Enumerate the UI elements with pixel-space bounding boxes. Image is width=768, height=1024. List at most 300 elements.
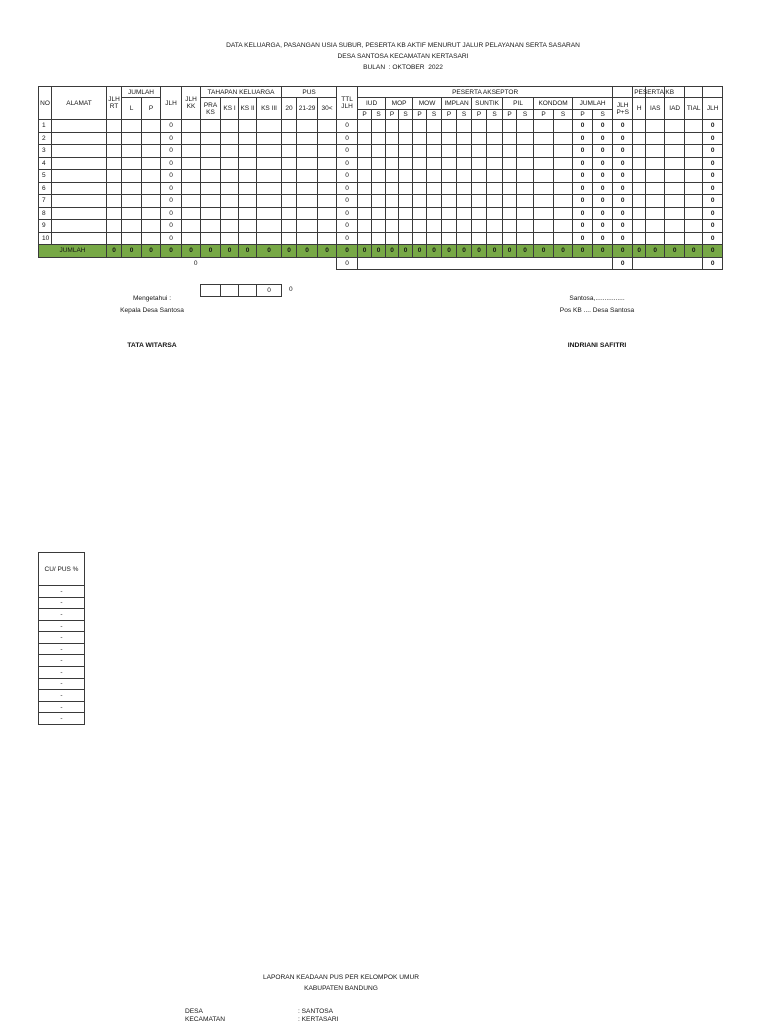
total-cell: 0 bbox=[503, 245, 517, 258]
col-header-s: S bbox=[487, 110, 503, 120]
table-cell bbox=[182, 157, 201, 170]
table-cell bbox=[107, 220, 122, 233]
table-cell bbox=[413, 220, 427, 233]
table-cell bbox=[633, 207, 646, 220]
col-header-s: S bbox=[554, 110, 573, 120]
table-cell bbox=[318, 157, 337, 170]
col-header-jlh-kk: JLH KK bbox=[182, 87, 201, 120]
cell-jlh-ps: 0 bbox=[613, 207, 633, 220]
col-header-iad: IAD bbox=[665, 98, 685, 120]
table-cell bbox=[386, 207, 399, 220]
cu-pus-body bbox=[39, 586, 85, 725]
table-cell bbox=[201, 120, 221, 133]
cell-jlh-total: 0 bbox=[703, 132, 723, 145]
table-cell bbox=[503, 182, 517, 195]
table-cell bbox=[297, 120, 318, 133]
col-header-p: P bbox=[358, 110, 372, 120]
box-cell bbox=[221, 285, 239, 297]
table-cell bbox=[427, 170, 442, 183]
field-value-kecamatan: : KERTASARI bbox=[298, 1016, 339, 1023]
table-cell bbox=[399, 182, 413, 195]
field-value-desa: : SANTOSA bbox=[298, 1008, 334, 1015]
table-cell bbox=[517, 157, 534, 170]
cu-pus-row bbox=[39, 586, 85, 598]
table-cell bbox=[487, 207, 503, 220]
total-cell: 0 bbox=[457, 245, 472, 258]
table-cell bbox=[646, 232, 665, 245]
table-cell bbox=[457, 120, 472, 133]
table-cell bbox=[457, 195, 472, 208]
cell-jlh-total: 0 bbox=[703, 157, 723, 170]
total-cell: 0 bbox=[554, 245, 573, 258]
table-cell bbox=[239, 182, 257, 195]
table-cell bbox=[318, 145, 337, 158]
table-cell bbox=[399, 170, 413, 183]
col-header-pus-30: 30< bbox=[318, 98, 337, 120]
total-cell: 0 bbox=[297, 245, 318, 258]
report2-title: LAPORAN KEADAAN PUS PER KELOMPOK UMUR bbox=[262, 974, 420, 981]
col-header-s: S bbox=[399, 110, 413, 120]
table-cell bbox=[534, 182, 554, 195]
table-summary-section bbox=[39, 257, 723, 270]
table-cell bbox=[517, 220, 534, 233]
total-cell: 0 bbox=[142, 245, 161, 258]
table-cell bbox=[239, 170, 257, 183]
col-header-ttl-jlh: TTL JLH bbox=[337, 87, 358, 120]
cell-jlh-total: 0 bbox=[703, 120, 723, 133]
table-cell bbox=[107, 232, 122, 245]
cell-jlh-total: 0 bbox=[703, 207, 723, 220]
table-cell bbox=[239, 207, 257, 220]
cell-jlh-total: 0 bbox=[703, 220, 723, 233]
col-header-kondom: KONDOM bbox=[534, 98, 573, 110]
total-cell: 0 bbox=[593, 245, 613, 258]
total-cell: 0 bbox=[685, 245, 703, 258]
table-cell bbox=[282, 145, 297, 158]
table-cell bbox=[239, 220, 257, 233]
table-cell bbox=[297, 157, 318, 170]
col-header-jlh-ps: JLH P+S bbox=[613, 98, 633, 120]
table-cell bbox=[282, 132, 297, 145]
box-cell-value: 0 bbox=[257, 285, 282, 297]
table-cell bbox=[257, 132, 282, 145]
table-cell bbox=[503, 207, 517, 220]
cell-jumlah-s: 0 bbox=[593, 182, 613, 195]
col-header-pus: PUS bbox=[282, 87, 337, 98]
table-cell bbox=[646, 195, 665, 208]
table-cell bbox=[257, 170, 282, 183]
cell-jlh: 0 bbox=[161, 182, 182, 195]
table-cell bbox=[39, 257, 182, 270]
table-cell bbox=[487, 170, 503, 183]
header-row-2 bbox=[39, 98, 723, 110]
col-header-suntik: SUNTIK bbox=[472, 98, 503, 110]
cell-jlh-ps: 0 bbox=[613, 170, 633, 183]
cell-jlh: 0 bbox=[161, 220, 182, 233]
table-cell bbox=[386, 195, 399, 208]
table-cell bbox=[282, 207, 297, 220]
table-cell bbox=[201, 232, 221, 245]
total-cell: 0 bbox=[257, 245, 282, 258]
col-header-ks-iii: KS III bbox=[257, 98, 282, 120]
table-cell bbox=[358, 132, 372, 145]
table-cell bbox=[257, 120, 282, 133]
table-cell bbox=[427, 207, 442, 220]
cu-pus-value: - bbox=[39, 655, 85, 667]
cell-jlh: 0 bbox=[161, 120, 182, 133]
table-cell bbox=[413, 195, 427, 208]
cell-summary-jlh-total: 0 bbox=[703, 257, 723, 270]
cu-pus-header-row bbox=[39, 553, 85, 586]
table-cell bbox=[442, 220, 457, 233]
table-cell bbox=[487, 220, 503, 233]
table-cell bbox=[487, 232, 503, 245]
cell-jumlah-p: 0 bbox=[573, 232, 593, 245]
table-cell bbox=[201, 195, 221, 208]
cell-jumlah-s: 0 bbox=[593, 145, 613, 158]
table-cell bbox=[685, 207, 703, 220]
cell-summary-jlh-kk: 0 bbox=[193, 260, 198, 267]
total-cell: 0 bbox=[372, 245, 386, 258]
cu-pus-row bbox=[39, 713, 85, 725]
table-cell bbox=[457, 232, 472, 245]
total-cell: 0 bbox=[665, 245, 685, 258]
field-label-desa: DESA bbox=[185, 1008, 203, 1015]
table-row bbox=[39, 232, 723, 245]
table-cell bbox=[142, 232, 161, 245]
table-cell bbox=[554, 232, 573, 245]
table-cell bbox=[427, 157, 442, 170]
cell-no: 4 bbox=[39, 157, 52, 170]
table-cell bbox=[297, 220, 318, 233]
table-cell bbox=[487, 132, 503, 145]
table-cell bbox=[52, 120, 107, 133]
col-header-p: P bbox=[503, 110, 517, 120]
kb-data-table bbox=[38, 86, 723, 270]
total-cell: 0 bbox=[573, 245, 593, 258]
table-cell bbox=[142, 207, 161, 220]
table-cell bbox=[472, 207, 487, 220]
total-cell: 0 bbox=[399, 245, 413, 258]
table-cell bbox=[122, 132, 142, 145]
col-header-ias: IAS bbox=[646, 98, 665, 120]
table-cell bbox=[297, 182, 318, 195]
cell-jumlah-s: 0 bbox=[593, 207, 613, 220]
table-cell bbox=[358, 207, 372, 220]
col-header-jumlah-akseptor: JUMLAH bbox=[573, 98, 613, 110]
total-cell: 0 bbox=[703, 245, 723, 258]
total-cell: 0 bbox=[427, 245, 442, 258]
table-cell bbox=[442, 132, 457, 145]
cu-pus-value: - bbox=[39, 643, 85, 655]
col-header-mop: MOP bbox=[386, 98, 413, 110]
table-cell bbox=[413, 182, 427, 195]
table-cell bbox=[107, 207, 122, 220]
table-cell bbox=[201, 145, 221, 158]
table-cell bbox=[534, 207, 554, 220]
table-cell bbox=[372, 170, 386, 183]
total-cell: 0 bbox=[122, 245, 142, 258]
table-cell bbox=[182, 207, 201, 220]
table-cell bbox=[399, 232, 413, 245]
table-row bbox=[39, 207, 723, 220]
cell-ttl-jlh: 0 bbox=[337, 232, 358, 245]
total-cell: 0 bbox=[221, 245, 239, 258]
total-cell: 0 bbox=[472, 245, 487, 258]
table-row bbox=[39, 132, 723, 145]
cell-no: 9 bbox=[39, 220, 52, 233]
total-row bbox=[39, 245, 723, 258]
table-cell bbox=[554, 157, 573, 170]
table-cell bbox=[239, 195, 257, 208]
table-cell bbox=[646, 220, 665, 233]
col-header-ks-i: KS I bbox=[221, 98, 239, 120]
table-cell bbox=[122, 182, 142, 195]
table-cell bbox=[282, 170, 297, 183]
cu-pus-value: - bbox=[39, 620, 85, 632]
table-cell bbox=[372, 220, 386, 233]
table-cell bbox=[358, 232, 372, 245]
table-cell bbox=[221, 120, 239, 133]
cell-no: 5 bbox=[39, 170, 52, 183]
table-cell bbox=[442, 170, 457, 183]
table-cell bbox=[503, 120, 517, 133]
table-cell bbox=[52, 157, 107, 170]
table-row bbox=[39, 157, 723, 170]
table-cell bbox=[472, 145, 487, 158]
table-cell bbox=[503, 232, 517, 245]
table-cell bbox=[358, 170, 372, 183]
total-cell: 0 bbox=[182, 245, 201, 258]
table-cell bbox=[685, 132, 703, 145]
table-cell bbox=[221, 157, 239, 170]
signature-right-line2: Pos KB .... Desa Santosa bbox=[559, 307, 635, 314]
table-cell bbox=[386, 157, 399, 170]
table-cell bbox=[239, 132, 257, 145]
table-cell bbox=[665, 195, 685, 208]
table-cell bbox=[257, 207, 282, 220]
report-subtitle-village: DESA SANTOSA KECAMATAN KERTASARI bbox=[337, 53, 469, 60]
table-cell bbox=[517, 182, 534, 195]
table-cell bbox=[318, 120, 337, 133]
total-cell: 0 bbox=[282, 245, 297, 258]
signature-left-name: TATA WITARSA bbox=[127, 342, 177, 349]
col-header-p: P bbox=[573, 110, 593, 120]
cell-jumlah-p: 0 bbox=[573, 145, 593, 158]
col-header-tial: TIAL bbox=[685, 98, 703, 120]
table-cell bbox=[457, 132, 472, 145]
table-cell bbox=[427, 220, 442, 233]
table-cell bbox=[457, 145, 472, 158]
col-header-s: S bbox=[593, 110, 613, 120]
table-cell bbox=[442, 232, 457, 245]
table-cell bbox=[358, 145, 372, 158]
col-header-p: P bbox=[534, 110, 554, 120]
table-cell bbox=[372, 132, 386, 145]
total-cell: 0 bbox=[633, 245, 646, 258]
table-cell bbox=[427, 132, 442, 145]
table-cell bbox=[372, 232, 386, 245]
table-cell bbox=[646, 120, 665, 133]
table-cell bbox=[182, 170, 201, 183]
table-cell bbox=[257, 182, 282, 195]
table-body bbox=[39, 120, 723, 245]
table-cell bbox=[554, 170, 573, 183]
table-cell bbox=[442, 120, 457, 133]
table-cell bbox=[534, 120, 554, 133]
table-cell bbox=[182, 220, 201, 233]
table-cell bbox=[282, 195, 297, 208]
table-cell bbox=[633, 232, 646, 245]
total-cell: 0 bbox=[358, 245, 372, 258]
box-cell bbox=[239, 285, 257, 297]
table-cell bbox=[633, 145, 646, 158]
table-cell bbox=[665, 220, 685, 233]
table-cell bbox=[399, 157, 413, 170]
cell-ttl-jlh: 0 bbox=[337, 182, 358, 195]
field-label-kecamatan: KECAMATAN bbox=[185, 1016, 226, 1023]
col-header-pus-21-29: 21-29 bbox=[297, 98, 318, 120]
header-blank-cell bbox=[685, 87, 703, 98]
table-cell bbox=[372, 157, 386, 170]
table-cell bbox=[685, 170, 703, 183]
table-cell bbox=[386, 170, 399, 183]
total-cell: 0 bbox=[613, 245, 633, 258]
table-cell bbox=[399, 195, 413, 208]
cu-pus-header: CU/ PUS % bbox=[39, 553, 85, 586]
total-cell: 0 bbox=[646, 245, 665, 258]
table-cell bbox=[685, 145, 703, 158]
table-cell bbox=[201, 157, 221, 170]
table-cell bbox=[221, 145, 239, 158]
table-cell bbox=[554, 132, 573, 145]
table-cell bbox=[358, 120, 372, 133]
cell-jlh: 0 bbox=[161, 232, 182, 245]
cell-jumlah-p: 0 bbox=[573, 157, 593, 170]
table-cell bbox=[487, 157, 503, 170]
total-cell: 0 bbox=[107, 245, 122, 258]
col-header-iud: IUD bbox=[358, 98, 386, 110]
table-cell bbox=[503, 157, 517, 170]
table-total-section bbox=[39, 245, 723, 258]
col-header-jlh-rt: JLH RT bbox=[107, 87, 122, 120]
table-cell bbox=[517, 195, 534, 208]
header-blank-cell bbox=[613, 87, 633, 98]
report-title: DATA KELUARGA, PASANGAN USIA SUBUR, PESERTA KB AKTIF MENURUT JALUR PELAYANAN SERTA SASARAN bbox=[226, 42, 580, 49]
table-row bbox=[39, 120, 723, 133]
table-cell bbox=[282, 120, 297, 133]
table-cell bbox=[457, 157, 472, 170]
table-cell bbox=[221, 182, 239, 195]
table-cell bbox=[201, 182, 221, 195]
cell-ttl-jlh: 0 bbox=[337, 157, 358, 170]
table-cell bbox=[221, 195, 239, 208]
table-cell bbox=[646, 182, 665, 195]
table-cell bbox=[399, 207, 413, 220]
table-cell bbox=[52, 145, 107, 158]
table-cell bbox=[413, 207, 427, 220]
table-cell bbox=[665, 232, 685, 245]
table-cell bbox=[534, 232, 554, 245]
table-cell bbox=[52, 220, 107, 233]
total-cell: 0 bbox=[413, 245, 427, 258]
table-cell bbox=[554, 220, 573, 233]
table-cell bbox=[282, 182, 297, 195]
header-blank-cell bbox=[703, 87, 723, 98]
col-header-pil: PIL bbox=[503, 98, 534, 110]
table-cell bbox=[413, 232, 427, 245]
cell-jlh-total: 0 bbox=[703, 170, 723, 183]
cu-pus-row bbox=[39, 643, 85, 655]
cu-pus-row bbox=[39, 667, 85, 679]
table-cell bbox=[142, 145, 161, 158]
table-cell bbox=[633, 132, 646, 145]
col-header-ks-ii: KS II bbox=[239, 98, 257, 120]
table-cell bbox=[358, 182, 372, 195]
table-cell bbox=[318, 182, 337, 195]
cell-jumlah-p: 0 bbox=[573, 132, 593, 145]
cell-jlh: 0 bbox=[161, 157, 182, 170]
table-cell bbox=[52, 182, 107, 195]
cell-jumlah-s: 0 bbox=[593, 195, 613, 208]
table-cell bbox=[372, 182, 386, 195]
cell-jumlah-p: 0 bbox=[573, 220, 593, 233]
col-header-jumlah: JUMLAH bbox=[122, 87, 161, 98]
cell-no: 8 bbox=[39, 207, 52, 220]
table-cell bbox=[427, 182, 442, 195]
cu-pus-value: - bbox=[39, 586, 85, 598]
cell-no: 6 bbox=[39, 182, 52, 195]
table-cell bbox=[413, 145, 427, 158]
table-cell bbox=[517, 232, 534, 245]
table-cell bbox=[554, 182, 573, 195]
table-cell bbox=[318, 232, 337, 245]
table-cell bbox=[646, 170, 665, 183]
total-cell: 0 bbox=[318, 245, 337, 258]
table-cell bbox=[142, 220, 161, 233]
table-cell bbox=[282, 232, 297, 245]
col-header-p: P bbox=[413, 110, 427, 120]
table-cell bbox=[442, 207, 457, 220]
table-cell bbox=[107, 157, 122, 170]
table-cell bbox=[646, 207, 665, 220]
table-cell bbox=[142, 120, 161, 133]
table-cell bbox=[257, 157, 282, 170]
table-cell bbox=[534, 157, 554, 170]
table-row bbox=[39, 170, 723, 183]
cu-pus-table bbox=[38, 552, 85, 725]
table-cell bbox=[457, 207, 472, 220]
table-cell bbox=[427, 195, 442, 208]
table-cell bbox=[665, 170, 685, 183]
table-row bbox=[39, 195, 723, 208]
table-cell bbox=[554, 120, 573, 133]
table-cell bbox=[201, 220, 221, 233]
table-cell bbox=[142, 132, 161, 145]
cell-ttl-jlh: 0 bbox=[337, 220, 358, 233]
table-cell bbox=[297, 132, 318, 145]
cell-jlh-ps: 0 bbox=[613, 120, 633, 133]
table-cell bbox=[201, 207, 221, 220]
table-cell bbox=[372, 120, 386, 133]
cu-pus-row bbox=[39, 609, 85, 621]
col-header-implan: IMPLAN bbox=[442, 98, 472, 110]
table-cell bbox=[554, 207, 573, 220]
cell-jlh-ps: 0 bbox=[613, 182, 633, 195]
table-cell bbox=[182, 232, 201, 245]
table-cell bbox=[646, 157, 665, 170]
total-cell: 0 bbox=[239, 245, 257, 258]
